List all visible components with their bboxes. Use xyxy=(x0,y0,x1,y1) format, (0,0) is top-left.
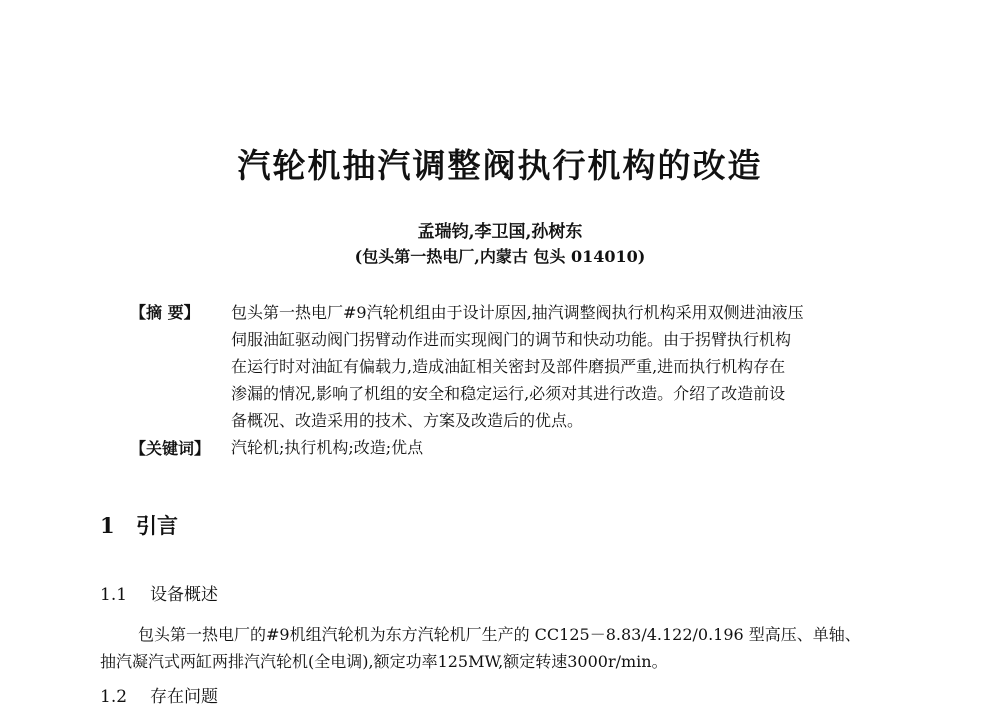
abstract-text xyxy=(231,299,877,434)
abstract-label: 【摘 要】 xyxy=(130,303,200,322)
abstract-line: 在运行时对油缸有偏载力,造成油缸相关密封及部件磨损严重,进而执行机构存在 xyxy=(231,357,786,376)
subsection-title: 设备概述 xyxy=(150,585,218,605)
subsection-heading xyxy=(100,580,218,605)
section-title: 引言 xyxy=(136,513,178,538)
keywords-label: 【关键词】 xyxy=(130,439,211,458)
author-list: 孟瑞钧,李卫国,孙树东 xyxy=(417,222,583,242)
keywords-text: 汽轮机;执行机构;改造;优点 xyxy=(231,438,424,457)
subsection-number: 1.2 xyxy=(100,687,128,707)
body-paragraph xyxy=(100,621,920,675)
abstract-line: 包头第一热电厂#9汽轮机组由于设计原因,抽汽调整阀执行机构采用双侧进油液压 xyxy=(231,303,804,322)
subsection-number: 1.1 xyxy=(100,585,128,605)
affiliation: (包头第一热电厂,内蒙古 包头 014010) xyxy=(354,247,646,266)
paper-title: 汽轮机抽汽调整阀执行机构的改造 xyxy=(237,146,763,185)
abstract-line: 渗漏的情况,影响了机组的安全和稳定运行,必须对其进行改造。介绍了改造前设 xyxy=(231,384,786,403)
subsection-heading xyxy=(100,682,218,707)
subsection-title: 存在问题 xyxy=(150,687,218,707)
section-heading xyxy=(100,510,178,540)
paragraph-line: 抽汽凝汽式两缸两排汽汽轮机(全电调),额定功率125MW,额定转速3000r/min。 xyxy=(100,652,668,671)
paragraph-line: 包头第一热电厂的#9机组汽轮机为东方汽轮机厂生产的 CC125－8.83/4.122/0.196 型高压、单轴、 xyxy=(138,625,861,644)
abstract-line: 伺服油缸驱动阀门拐臂动作进而实现阀门的调节和快动功能。由于拐臂执行机构 xyxy=(231,330,792,349)
section-number: 1 xyxy=(100,513,115,538)
abstract-line: 备概况、改造采用的技术、方案及改造后的优点。 xyxy=(231,411,584,430)
